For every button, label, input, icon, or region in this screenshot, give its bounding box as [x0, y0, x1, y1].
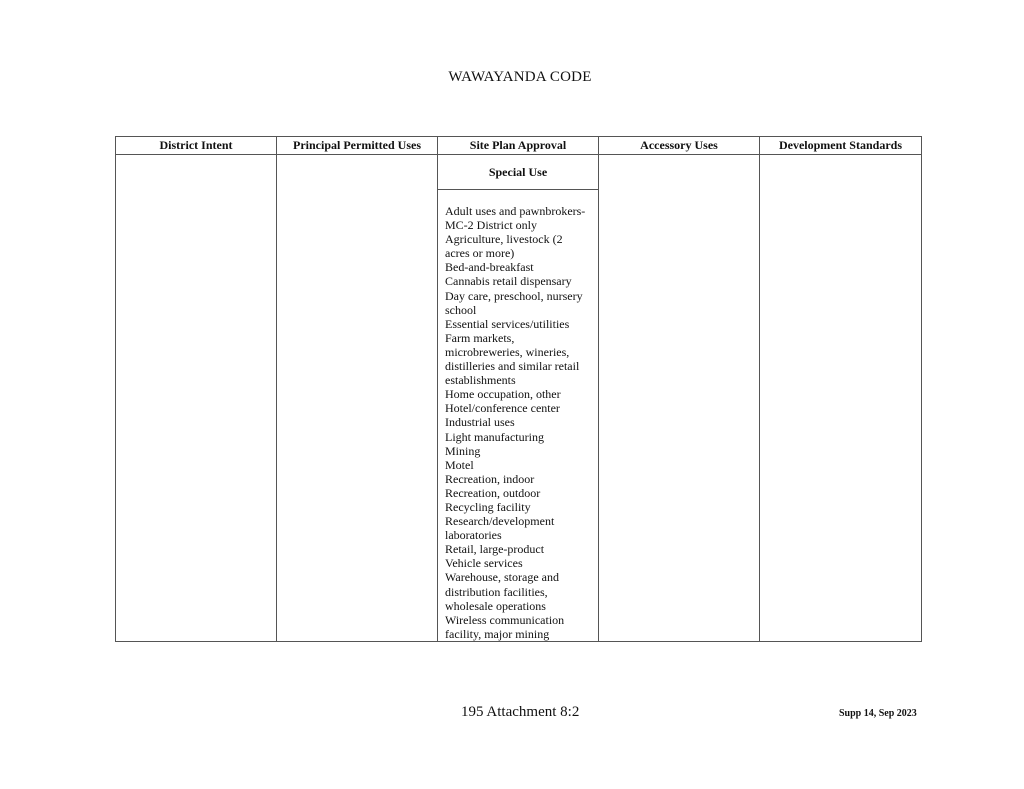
list-item: Home occupation, other: [445, 387, 561, 402]
list-item: wholesale operations: [445, 598, 546, 613]
district-intent-cell: [116, 155, 277, 642]
development-standards-cell: [760, 155, 922, 642]
column-header-district-intent: District Intent: [116, 137, 277, 155]
table-header-row: [116, 137, 922, 155]
list-item: Recycling facility: [445, 499, 531, 514]
list-item: Cannabis retail dispensary: [445, 274, 572, 289]
list-item: Research/development: [445, 514, 555, 529]
special-use-list: [438, 190, 598, 641]
supplement-note: Supp 14, Sep 2023: [839, 708, 917, 719]
accessory-uses-cell: [599, 155, 760, 642]
list-item: Mining: [445, 443, 481, 458]
column-header-development-standards: Development Standards: [760, 137, 922, 155]
list-item: Recreation, outdoor: [445, 485, 541, 500]
list-item: Farm markets,: [445, 330, 515, 345]
list-item: Industrial uses: [445, 415, 515, 430]
table-row: [116, 155, 922, 642]
list-item: laboratories: [445, 528, 502, 543]
zoning-table: [115, 136, 922, 642]
list-item: facility, major mining: [445, 626, 550, 641]
list-item: Motel: [445, 457, 474, 472]
column-header-accessory-uses: Accessory Uses: [599, 137, 760, 155]
list-item: MC-2 District only: [445, 218, 537, 233]
list-item: Essential services/utilities: [445, 316, 570, 331]
list-item: distribution facilities,: [445, 584, 548, 599]
column-header-principal-permitted-uses: Principal Permitted Uses: [277, 137, 438, 155]
list-item: establishments: [445, 373, 516, 388]
list-item: Hotel/conference center: [445, 401, 560, 416]
list-item: microbreweries, wineries,: [445, 344, 570, 359]
list-item: Recreation, indoor: [445, 471, 535, 486]
list-item: Bed-and-breakfast: [445, 260, 534, 275]
list-item: Agriculture, livestock (2: [445, 232, 563, 247]
list-item: school: [445, 302, 477, 317]
list-item: Adult uses and pawnbrokers-: [445, 204, 586, 218]
list-item: Retail, large-product: [445, 542, 545, 557]
page-number: 195 Attachment 8:2: [461, 704, 580, 720]
principal-permitted-uses-cell: [277, 155, 438, 642]
list-item: Light manufacturing: [445, 429, 544, 444]
page-title: WAWAYANDA CODE: [448, 69, 592, 85]
column-header-site-plan-approval: Site Plan Approval: [438, 137, 599, 155]
list-item: Vehicle services: [445, 556, 523, 571]
list-item: Warehouse, storage and: [445, 570, 559, 585]
list-item: Wireless communication: [445, 612, 565, 627]
site-plan-approval-cell: [438, 155, 599, 642]
list-item: distilleries and similar retail: [445, 359, 580, 374]
list-item: Day care, preschool, nursery: [445, 288, 583, 303]
list-item: acres or more): [445, 246, 515, 261]
special-use-heading: Special Use: [438, 155, 598, 190]
